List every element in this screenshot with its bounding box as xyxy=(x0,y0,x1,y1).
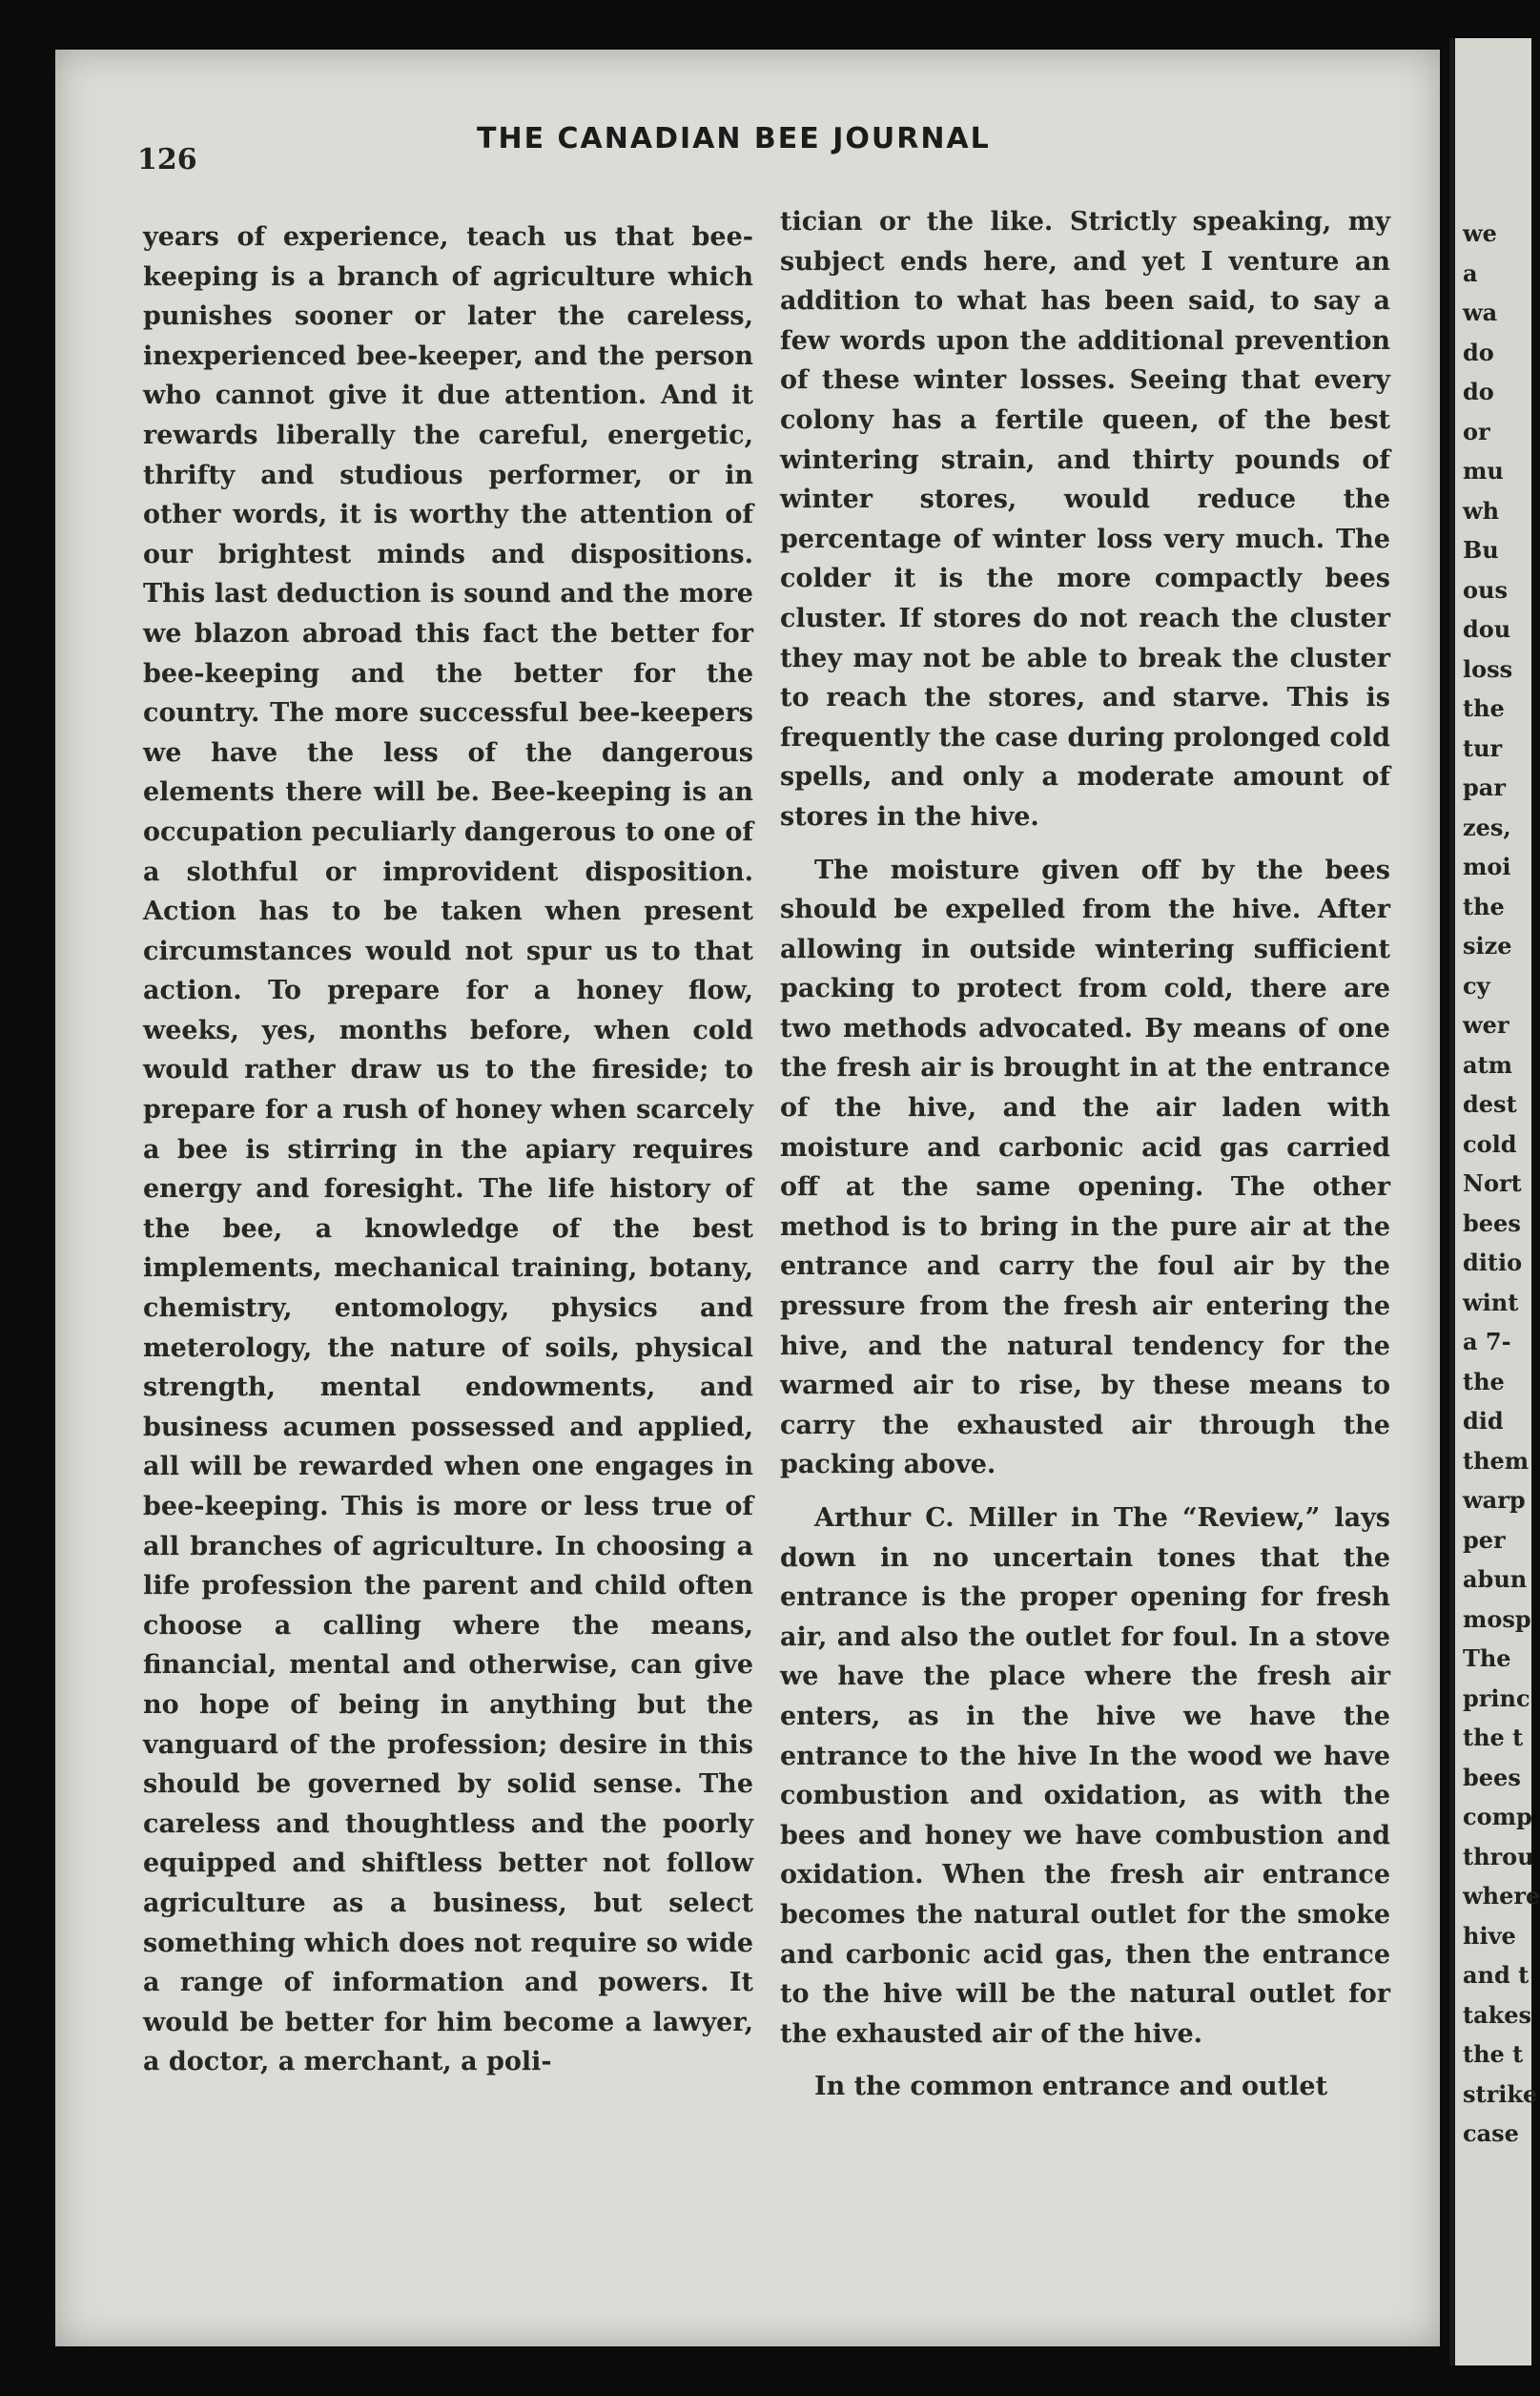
paragraph: years of experience, teach us that bee-keeping is a branch of agriculture which punishes sooner or later the careless, inexperienced bee-keeper, and the person who cannot give it due attention. And it rewards liberally the careful, energetic, thrifty and studious performer, or in other words, it is worthy the attention of our brightest minds and dispositions. This last deduction is sound and the more we blazon abroad this fact the better for bee-keeping and the better for the country. The more successful bee-keepers we have the less of the dangerous elements there will be. Bee-keeping is an occupation peculiarly dangerous to one of a slothful or improvident disposition. Action has to be taken when present circumstances would not spur us to that action. To prepare for a honey flow, weeks, yes, months before, when cold would rather draw us to the fireside; to prepare for a rush of honey when scarcely a bee is stirring in the apiary requires energy and foresight. The life history of the bee, a knowledge of the best implements, mechanical training, botany, chemistry, entomology, physics and meterology, the nature of soils, physical strength, mental endowments, and business acumen possessed and applied, all will be rewarded when one engages in bee-keeping. This is more or less true of all branches of agriculture. In choosing a life profession the parent and child often choose a calling where the means, financial, mental and otherwise, can give no hope of being in anything but the vanguard of the profession; desire in this should be governed by solid sense. The careless and thoughtless and the poorly equipped and shiftless better not follow agriculture as a business, but select something which does not require so wide a range of information and powers. It would be better for him become a lawyer, a doctor, a merchant, a poli- xyxy=(143,222,753,2077)
facing-page-fragment: tur xyxy=(1463,733,1503,762)
page-number: 126 xyxy=(137,143,197,176)
facing-page-fragment: throu xyxy=(1463,1842,1534,1870)
facing-page-fragment: par xyxy=(1463,774,1506,801)
running-title: THE CANADIAN BEE JOURNAL xyxy=(477,122,991,155)
facing-page-fragment: where xyxy=(1463,1882,1540,1910)
facing-page-fragment: Nort xyxy=(1463,1169,1522,1197)
facing-page-fragment: the xyxy=(1463,1367,1505,1395)
facing-page-fragment: zes, xyxy=(1463,813,1511,841)
facing-page-fragment: size xyxy=(1463,932,1512,960)
facing-page-fragment: or xyxy=(1463,417,1490,445)
facing-page-fragment: dou xyxy=(1463,615,1511,643)
facing-page-fragment: and t xyxy=(1463,1961,1530,1989)
facing-page-fragment: Bu xyxy=(1463,536,1499,564)
facing-page-fragment: moi xyxy=(1463,853,1511,880)
paragraph: tician or the like. Strictly speaking, my subject ends here, and yet I venture an addition to what has been said, to say a few words upon the additional prevention of these winter losses. Seeing that every colony has a fertile queen, of the best wintering strain, and thirty pounds of winter stores, would reduce the percentage of winter loss very much. The colder it is the more compactly bees cluster. If stores do not reach the cluster they may not be able to break the cluster to reach the stores, and starve. This is frequently the case during prolonged cold spells, and only a moderate amount of stores in the hive. xyxy=(780,207,1390,832)
facing-page-fragment: the xyxy=(1463,694,1505,722)
facing-page-fragment: loss xyxy=(1463,654,1513,683)
facing-page-fragment: ditio xyxy=(1463,1249,1523,1276)
facing-page-fragment: princ xyxy=(1463,1683,1530,1712)
facing-page-fragment: strike xyxy=(1463,2079,1538,2108)
facing-page-fragment: atm xyxy=(1463,1050,1513,1079)
facing-page-fragment: do xyxy=(1463,378,1494,405)
facing-page-fragment: mosp xyxy=(1463,1604,1531,1633)
facing-page-edge xyxy=(1449,38,1540,2365)
facing-page-fragment: bees xyxy=(1463,1763,1521,1791)
facing-page-fragment: we xyxy=(1463,219,1497,247)
facing-page-fragment: them xyxy=(1463,1446,1530,1475)
facing-page-fragment: dest xyxy=(1463,1090,1517,1118)
facing-page-fragment: mu xyxy=(1463,457,1504,485)
facing-page-fragment: cy xyxy=(1463,971,1490,1000)
facing-page-fragment: warp xyxy=(1463,1486,1526,1514)
paragraph: In the common entrance and outlet xyxy=(814,2072,1328,2102)
facing-page-fragment: do xyxy=(1463,338,1494,366)
facing-page-fragment: takes xyxy=(1463,2000,1532,2029)
facing-page-fragment: cold xyxy=(1463,1129,1517,1158)
left-column xyxy=(143,217,753,2082)
facing-page-fragment: wa xyxy=(1463,299,1498,326)
facing-page-fragment: comp xyxy=(1463,1803,1532,1830)
paragraph: Arthur C. Miller in The “Review,” lays down in no uncertain tones that the entrance is the proper opening for fresh air, and also the outlet for foul. In a stove we have the place where the fresh air enters, as in the hive we have the entrance to the hive In the wood we have combustion and oxidation, as with the bees and honey we have combustion and oxidation. When the fresh air entrance becomes the natural outlet for the smoke and carbonic acid gas, then the entrance to the hive will be the natural outlet for the exhausted air of the hive. xyxy=(780,1503,1390,2049)
facing-page-fragment: The xyxy=(1463,1644,1511,1672)
right-column xyxy=(780,202,1390,2107)
facing-page-fragment: abun xyxy=(1463,1565,1528,1593)
facing-page-fragment: hive xyxy=(1463,1921,1516,1950)
facing-page-fragment: ous xyxy=(1463,575,1508,604)
facing-page-fragment: wer xyxy=(1463,1011,1509,1039)
facing-page-fragment: did xyxy=(1463,1407,1504,1435)
facing-page-fragment: a 7- xyxy=(1463,1328,1511,1355)
facing-page-fragment: wh xyxy=(1463,496,1500,525)
facing-page-fragment: bees xyxy=(1463,1208,1521,1237)
facing-page-fragment: the xyxy=(1463,892,1505,920)
facing-page-fragment: a xyxy=(1463,258,1478,287)
facing-page-fragment: the t xyxy=(1463,2040,1524,2068)
paragraph: The moisture given off by the bees should be expelled from the hive. After allowing in outside wintering sufficient packing to protect from cold, there are two methods advocated. By means of one the fresh air is brought in at the entrance of the hive, and the air laden with moisture and carbonic acid gas carried off at the same opening. The other method is to bring in the pure air at the entrance and carry the foul air by the pressure from the fresh air entering the hive, and the natural tendency for the warmed air to rise, by these means to carry the exhausted air through the packing above. xyxy=(780,855,1390,1480)
facing-page-fragment: per xyxy=(1463,1525,1506,1554)
facing-page-fragment: case xyxy=(1463,2119,1519,2147)
facing-page-fragment: the t xyxy=(1463,1724,1524,1751)
facing-page-fragment: wint xyxy=(1463,1288,1519,1316)
